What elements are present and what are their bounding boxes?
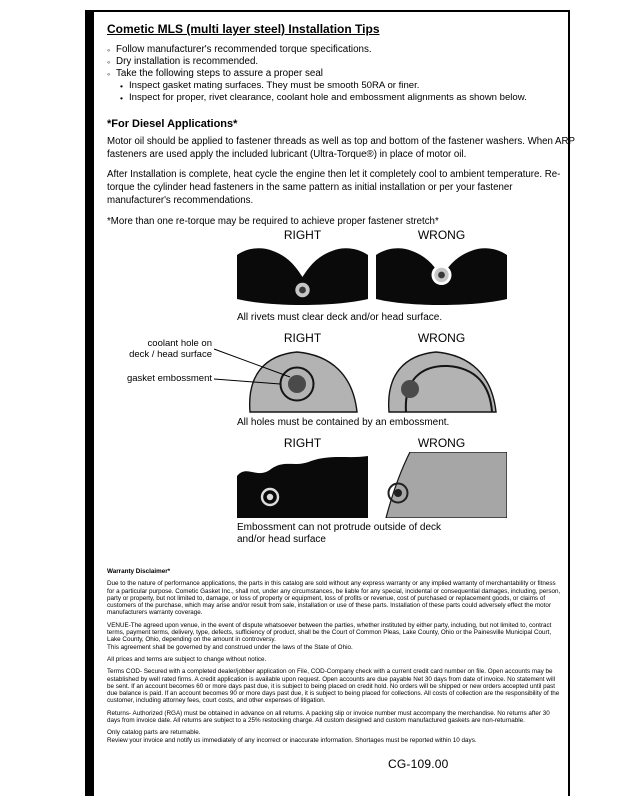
wrong-label: WRONG	[417, 228, 466, 242]
dot-bullet-icon: •	[120, 93, 123, 103]
gasket-embossment-annotation	[98, 373, 212, 384]
disclaimer-paragraph: Review your invoice and notify us immediately of any incorrect or inaccurate information. Shortages must be reported within 10 days.	[107, 736, 477, 744]
main-content	[107, 22, 575, 227]
warranty-disclaimer-heading: Warranty Disclaimer*	[107, 568, 171, 575]
diagram-row-rivets	[237, 228, 507, 324]
right-label: RIGHT	[283, 228, 322, 242]
disclaimer-paragraph: VENUE-The agreed upon venue, in the event of dispute whatsoever between the parties, whether instituted by either party, including, but not limited to, contract terms, payment terms, delivery, type, defects, sufficiency of product, shall be the Court of Common Pleas, Lake County, Ohio or the Painesville Municipal Court, Lake County, Ohio, depending on the amount in controversy.	[107, 621, 552, 644]
circle-bullet-icon: ◦	[107, 57, 111, 67]
page-title: Cometic MLS (multi layer steel) Installation Tips	[107, 22, 380, 36]
circle-bullet-icon: ◦	[107, 45, 111, 55]
diagram-row-protrusion	[237, 436, 507, 546]
page-border-top	[85, 10, 570, 12]
protrusion-wrong-diagram	[376, 452, 507, 518]
retorque-note: *More than one re-torque may be required to achieve proper fastener stretch*	[107, 216, 439, 227]
page-code: CG-109.00	[388, 757, 449, 771]
tip-text: Follow manufacturer's recommended torque specifications.	[116, 44, 372, 55]
list-item	[107, 68, 575, 80]
diagram-caption: All holes must be contained by an embossment.	[237, 417, 450, 428]
hole-embossment-wrong-diagram	[376, 347, 507, 413]
diesel-paragraph-2: After Installation is complete, heat cycle the engine then let it completely cool to ambient temperature. Re-torque the cylinder head fasteners in the same pattern as initial installation or per your fastener manufacturer's recommendations.	[107, 169, 561, 206]
disclaimer-paragraph: Only catalog parts are returnable.	[107, 729, 201, 737]
tip-text: Inspect for proper, rivet clearance, coolant hole and embossment alignments as shown below.	[129, 92, 527, 103]
diagram-row-holes	[237, 331, 507, 429]
disclaimer-paragraph: This agreement shall be governed by and construed under the laws of the State of Ohio.	[107, 643, 353, 651]
list-item	[107, 56, 575, 68]
disclaimer-paragraph: All prices and terms are subject to change without notice.	[107, 655, 267, 663]
coolant-hole	[288, 375, 306, 393]
rivet-center	[438, 272, 445, 279]
hole-center	[267, 494, 273, 500]
annotation-text: deck / head surface	[129, 349, 212, 360]
circle-bullet-icon: ◦	[107, 69, 111, 79]
rivet-clearance-right-diagram	[237, 244, 368, 308]
warranty-disclaimer-section	[107, 568, 563, 749]
wrong-label: WRONG	[417, 436, 466, 450]
rivet-clearance-wrong-diagram	[376, 244, 507, 308]
right-label: RIGHT	[283, 331, 322, 345]
tip-text: Take the following steps to assure a proper seal	[116, 68, 323, 79]
diagram-caption: All rivets must clear deck and/or head surface.	[237, 312, 443, 323]
right-label: RIGHT	[283, 436, 322, 450]
protrusion-right-diagram	[237, 452, 368, 518]
page-border-left	[85, 10, 94, 796]
annotation-text: gasket embossment	[126, 373, 212, 384]
disclaimer-paragraph: Returns- Authorized (RGA) must be obtained in advance on all returns. A packing slip or invoice number must accompany the merchandise. No returns after 30 days from invoice date. All returns are subject to a 25% restocking charge. All custom designed and custom manufactured gaskets are non-returnable.	[107, 709, 550, 725]
dot-bullet-icon: •	[120, 81, 123, 91]
diesel-section-heading: *For Diesel Applications*	[107, 118, 238, 130]
disclaimer-paragraph: Due to the nature of performance applications, the parts in this catalog are sold without any express warranty or any implied warranty of merchantability or fitness for a particular purpose. Cometic Gasket Inc., shall not, under any circumstances, be liable for any special, incidental or consequential damages, including, person, party or property, but not limited to, damage, or loss of property or equipment, loss of profits or revenue, cost of purchased or replacement goods, or claims of customers of the purchase, which may arise and/or result from sale, installation or use of these parts. Installation of these parts could adversely effect the motor manufacturers warranty coverage.	[107, 580, 561, 617]
hole-embossment-right-diagram	[237, 347, 368, 413]
coolant-hole	[401, 380, 419, 398]
diagrams-section	[237, 228, 507, 553]
list-item	[107, 80, 575, 92]
tip-text: Inspect gasket mating surfaces. They must be smooth 50RA or finer.	[129, 80, 420, 91]
tips-list	[107, 44, 575, 104]
annotation-text: coolant hole on	[147, 338, 212, 349]
disclaimer-paragraph: Terms COD- Secured with a completed dealer/jobber application on File, COD-Company check with a current credit card number on file. Open accounts may be established by well rated firms. A credit application is available upon request. Open accounts are due payable Net 30 days from date of invoice. No statement will be sent. If an account becomes 60 or more days past due, it is subject to being placed on credit hold. No orders will be shipped or new orders accepted until past due balance is paid. If an account becomes 90 or more days past due, it is subject to being placed for collections. All costs of collection are the responsibility of the customer, including attorney fees, court costs, and other expenses of litigation.	[107, 668, 560, 705]
gasket-body	[237, 456, 368, 518]
tip-text: Dry installation is recommended.	[116, 56, 259, 67]
diagram-caption: Embossment can not protrude outside of deck and/or head surface	[237, 522, 442, 545]
wrong-label: WRONG	[417, 331, 466, 345]
rivet-center	[299, 287, 306, 294]
list-item	[107, 92, 575, 104]
list-item	[107, 44, 575, 56]
hole-center	[394, 489, 402, 497]
coolant-hole-annotation	[98, 338, 212, 360]
diesel-paragraph-1: Motor oil should be applied to fastener threads as well as top and bottom of the fastener washers. When ARP fasteners are used apply the included lubricant (Ultra-Torque®) in place of motor oil.	[107, 136, 575, 160]
